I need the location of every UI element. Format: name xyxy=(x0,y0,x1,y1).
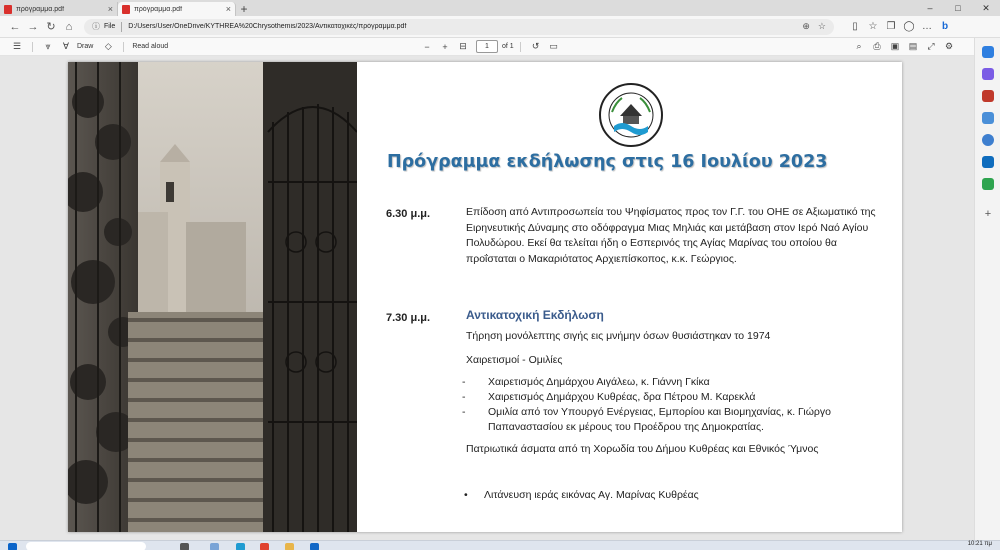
outlook-icon[interactable] xyxy=(982,156,994,168)
fit-page-icon[interactable]: ⊟ xyxy=(459,41,467,51)
edge-sidebar xyxy=(974,38,1000,550)
chrome-icon[interactable] xyxy=(260,543,269,550)
event-subheading: Αντικατοχική Εκδήλωση xyxy=(466,308,604,322)
list-item: - Χαιρετισμός Δημάρχου Κυθρέας, δρα Πέτρου Μ. Καρεκλά xyxy=(462,390,882,405)
rotate-icon[interactable]: ↺ xyxy=(531,41,540,51)
home-icon[interactable]: ⌂ xyxy=(65,20,73,33)
church-stairs-photo xyxy=(68,62,357,532)
new-tab-button[interactable]: + xyxy=(240,2,248,16)
tab-title: πρόγραμμα.pdf xyxy=(16,5,65,13)
favorite-star-icon[interactable]: ☆ xyxy=(817,21,826,31)
tools-icon[interactable] xyxy=(982,112,994,124)
copilot-icon[interactable]: b xyxy=(941,21,949,32)
list-item: - Ομιλία από τον Υπουργό Ενέργειας, Εμπορίου και Βιομηχανίας, κ. Γιώργο Παπαναστασίου εκ μέρους του Προέδρου της Δημοκρατίας. xyxy=(462,405,882,435)
divider xyxy=(32,42,33,52)
tab-pdf-1[interactable] xyxy=(0,2,118,16)
collections-icon[interactable]: ❐ xyxy=(886,21,896,32)
highlight-icon[interactable]: ⩔ xyxy=(45,41,51,51)
task-view-icon[interactable] xyxy=(180,543,189,550)
window-controls xyxy=(916,0,1000,16)
close-icon[interactable]: × xyxy=(107,4,113,14)
expand-icon[interactable]: ⤢ xyxy=(927,41,935,51)
time-1: 6.30 μ.μ. xyxy=(386,208,431,220)
page-view-icon[interactable]: ▭ xyxy=(549,41,558,51)
search-icon[interactable]: ⌕ xyxy=(856,41,862,51)
save-as-icon[interactable]: ▤ xyxy=(908,41,918,51)
songs-line: Πατριωτικά άσματα από τη Χορωδία του Δήμου Κυθρέας και Εθνικός Ύμνος xyxy=(466,443,819,455)
explorer-icon[interactable] xyxy=(285,543,294,550)
print-icon[interactable]: ⎙ xyxy=(873,41,881,51)
divider xyxy=(520,42,521,52)
time-2: 7.30 μ.μ. xyxy=(386,312,431,324)
profile-icon[interactable]: ◯ xyxy=(903,21,915,32)
greetings-line: Χαιρετισμοί - Ομιλίες xyxy=(466,354,563,366)
tab-title: πρόγραμμα.pdf xyxy=(134,5,183,13)
back-icon[interactable]: ← xyxy=(9,20,21,33)
list-item: - Χαιρετισμός Δημάρχου Αιγάλεω, κ. Γιάννη Γκίκα xyxy=(462,375,882,390)
draw-button[interactable]: Draw xyxy=(77,43,94,50)
tag-icon[interactable] xyxy=(982,68,994,80)
widgets-icon[interactable] xyxy=(210,543,219,550)
more-icon[interactable]: … xyxy=(922,21,932,32)
zoom-in-icon[interactable]: + xyxy=(442,41,448,52)
minimize-icon[interactable]: – xyxy=(927,3,933,13)
settings-icon[interactable]: ⚙ xyxy=(944,41,954,51)
erase-icon[interactable]: ◇ xyxy=(104,41,112,51)
pdf-viewer[interactable] xyxy=(0,56,974,550)
contents-icon[interactable]: ☰ xyxy=(12,41,22,51)
office-icon[interactable] xyxy=(982,178,994,190)
tab-bar xyxy=(0,0,1000,16)
save-icon[interactable]: ▣ xyxy=(890,41,900,51)
speeches-list xyxy=(462,375,882,435)
browser-actions xyxy=(846,21,954,32)
search-sidebar-icon[interactable] xyxy=(982,46,994,58)
zoom-icon[interactable]: ⊕ xyxy=(802,21,810,31)
divider xyxy=(123,42,124,52)
refresh-icon[interactable]: ↻ xyxy=(46,21,56,33)
address-bar xyxy=(0,16,1000,38)
games-icon[interactable] xyxy=(982,134,994,146)
taskbar xyxy=(0,540,1000,550)
start-icon[interactable] xyxy=(8,543,17,550)
bullet-text: Λιτάνευση ιεράς εικόνας Αγ. Μαρίνας Κυθρέας xyxy=(484,489,699,501)
shopping-icon[interactable] xyxy=(982,90,994,102)
split-screen-icon[interactable]: ▯ xyxy=(852,21,858,32)
forward-icon[interactable]: → xyxy=(27,20,39,33)
maximize-icon[interactable]: □ xyxy=(955,3,961,13)
page-controls xyxy=(418,40,563,53)
tab-pdf-2[interactable] xyxy=(118,2,236,16)
municipal-seal-logo xyxy=(598,82,664,148)
zoom-out-icon[interactable]: − xyxy=(424,41,430,52)
item1-description: Επίδοση από Αντιπροσωπεία του Ψηφίσματος προς τον Γ.Γ. του ΟΗΕ σε Αξιωματικό της Ειρηνευτικής Δύναμης στο οδόφραγμα Μιας Μηλιάς και μετάβαση στον Ιερό Ναό Αγίου Πολυδώρου. Εκεί θα τελείται ήδη ο Εσπερινός της Αγίας Μαρίνας του οποίου θα προΐσταται ο Μακαριότατος Αρχιεπίσκοπος, κ.κ. Γεώργιος. xyxy=(466,206,876,265)
document-title: Πρόγραμμα εκδήλωσης στις 16 Ιουλίου 2023 xyxy=(387,152,828,172)
address-prefix: File xyxy=(104,23,116,30)
pdf-icon xyxy=(4,5,12,14)
close-window-icon[interactable]: ✕ xyxy=(982,3,990,13)
pdf-page xyxy=(68,62,902,532)
bullet-icon: • xyxy=(464,489,468,501)
word-icon[interactable] xyxy=(310,543,319,550)
url-text: D:/Users/User/OneDrive/KYTHREA%20Chrysothemis/2023/Αντικατοχικές/πρόγραμμα.pdf xyxy=(128,23,407,30)
add-icon[interactable]: + xyxy=(984,208,992,220)
divider xyxy=(121,22,122,32)
draw-icon[interactable]: ∀ xyxy=(62,41,70,51)
silence-line: Τήρηση μονόλεπτης σιγής εις μνήμην όσων θυσιάστηκαν το 1974 xyxy=(466,330,771,342)
url-field[interactable] xyxy=(84,19,834,35)
page-number-input[interactable]: 1 xyxy=(476,40,498,53)
read-aloud-button[interactable]: Read aloud xyxy=(132,43,169,50)
edge-icon[interactable] xyxy=(236,543,245,550)
favorites-icon[interactable]: ☆ xyxy=(868,21,878,32)
taskbar-search[interactable] xyxy=(26,542,146,550)
pdf-toolbar xyxy=(0,38,1000,56)
close-icon[interactable]: × xyxy=(225,4,231,14)
pdf-actions xyxy=(850,41,958,52)
pdf-icon xyxy=(122,5,130,14)
info-icon[interactable]: ⓘ xyxy=(92,22,100,31)
clock[interactable]: 10:21 πμ xyxy=(967,541,992,547)
page-total: of 1 xyxy=(502,43,514,50)
